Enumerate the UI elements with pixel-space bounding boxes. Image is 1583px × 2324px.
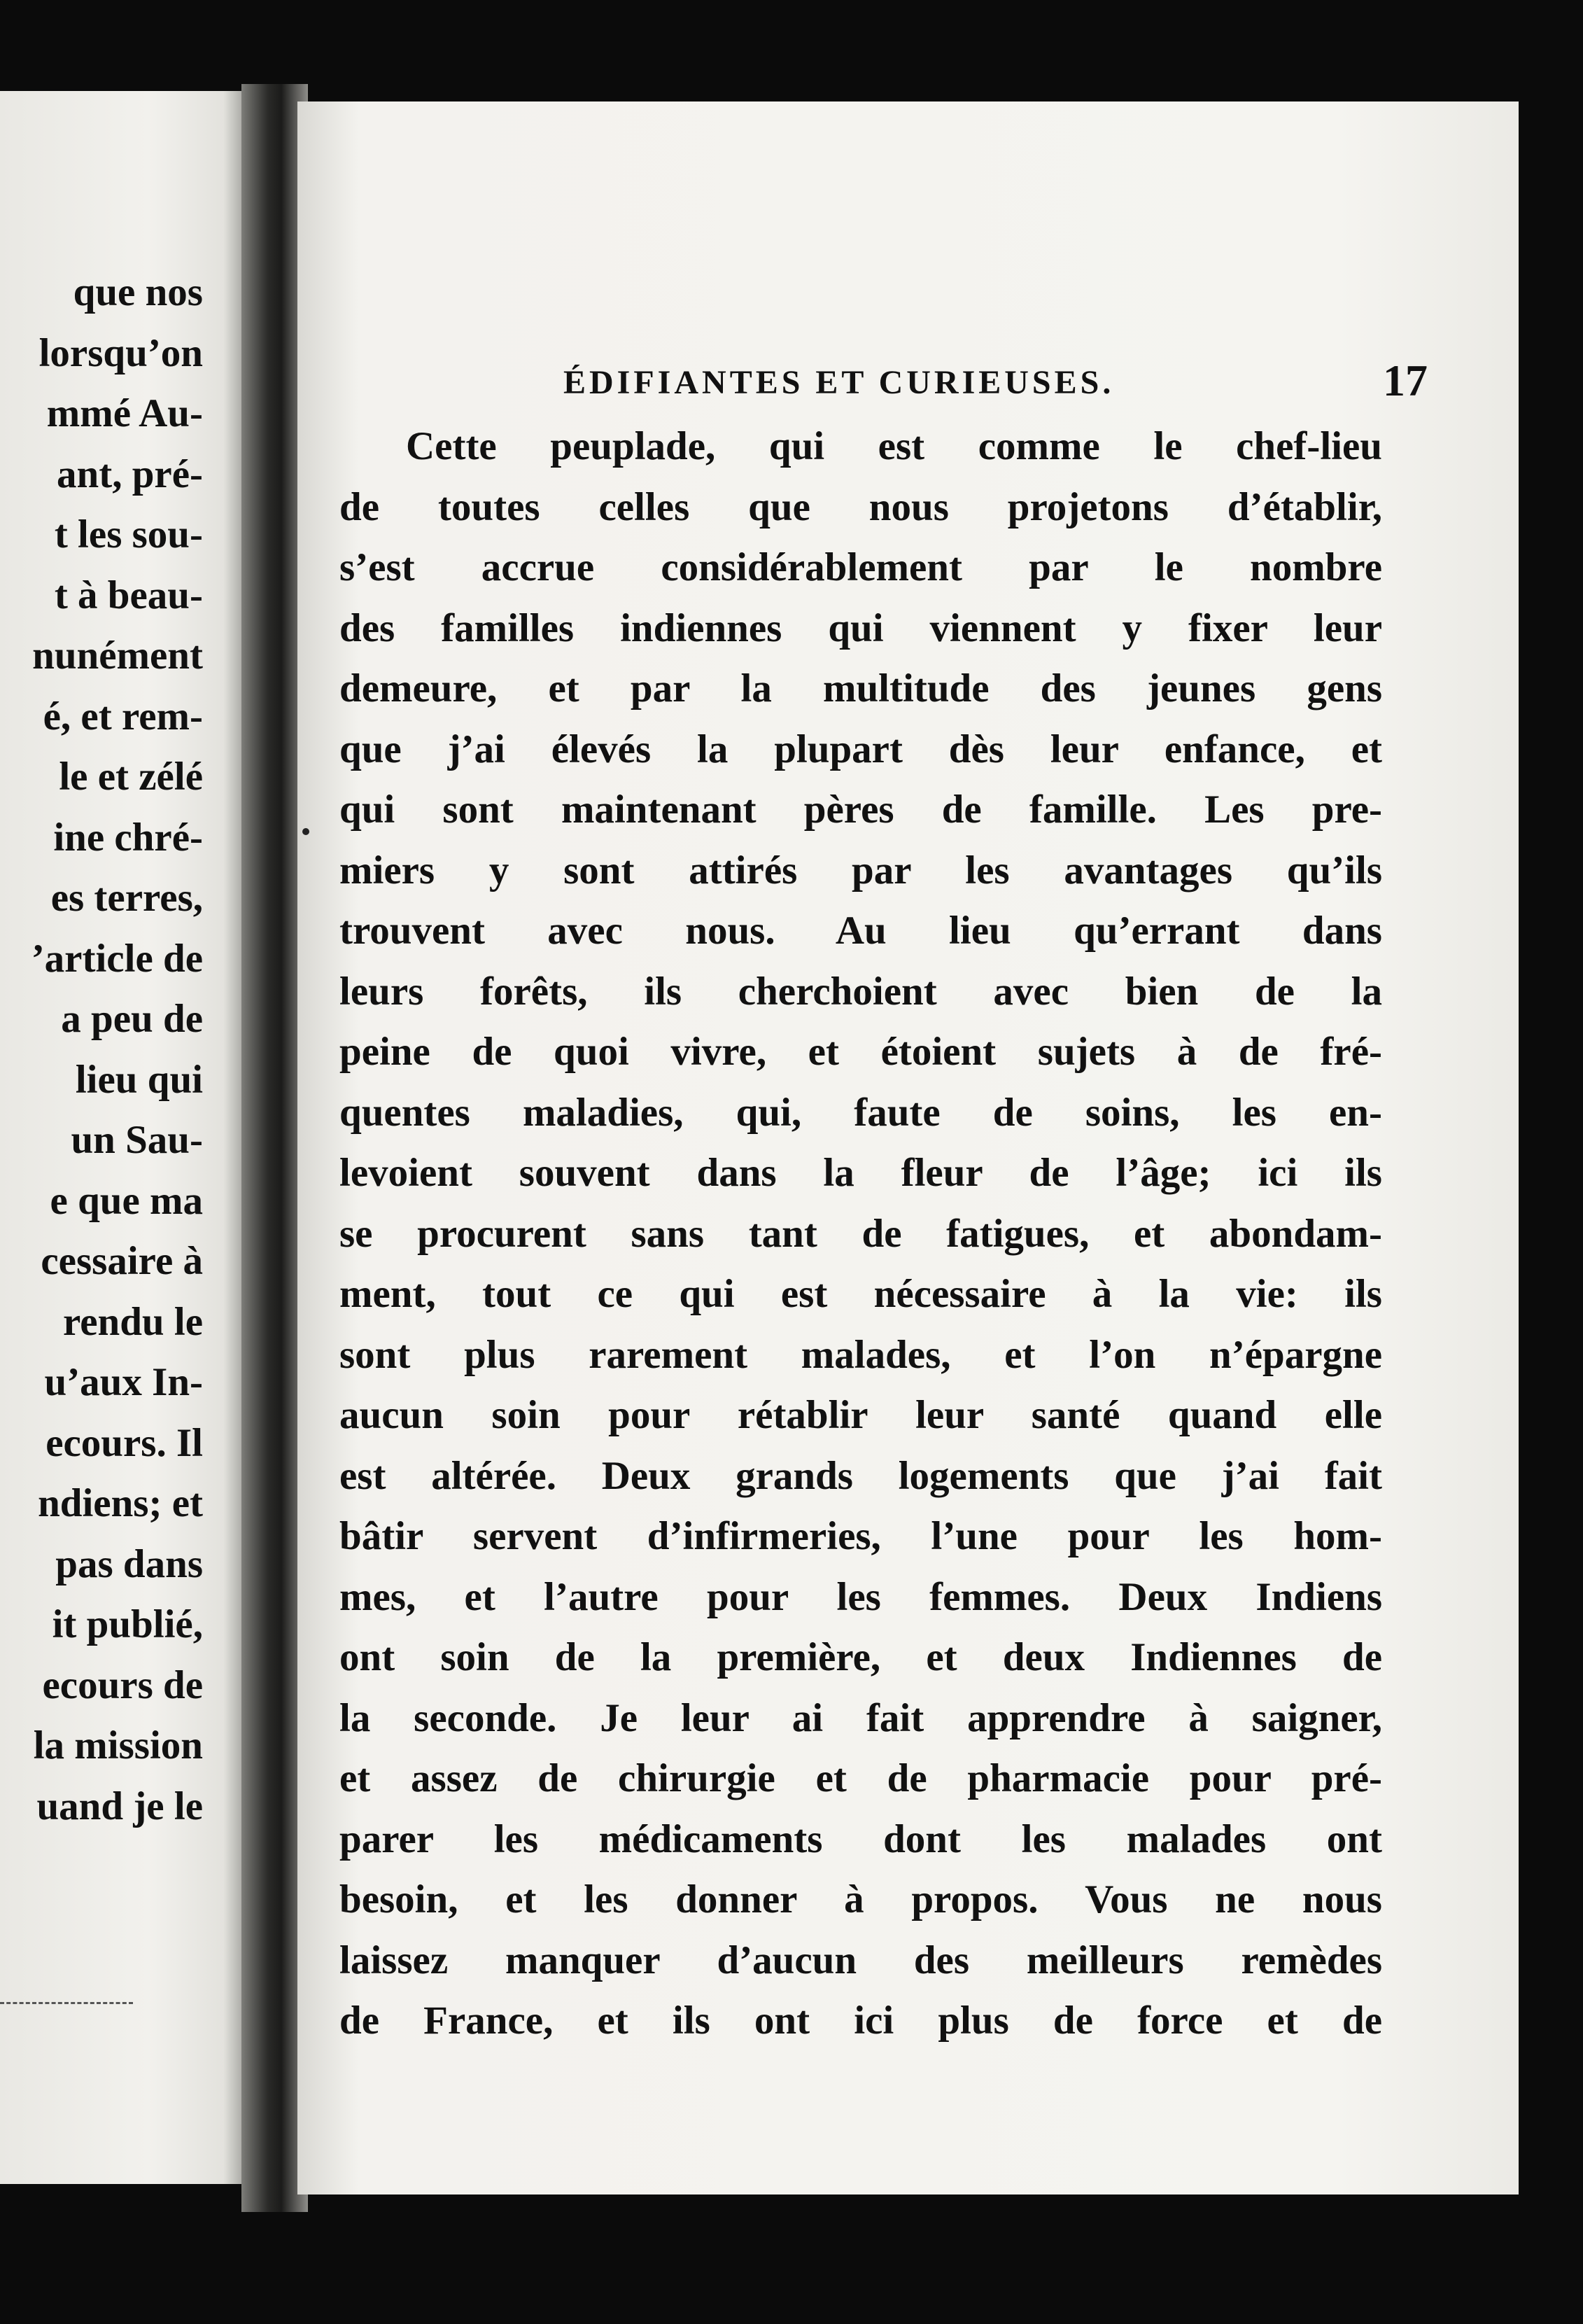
text-line: se procurent sans tant de fatigues, et abondam- — [339, 1211, 1382, 1256]
text-line: bâtir servent d’infirmeries, l’une pour les hom- — [339, 1514, 1382, 1558]
right-page — [297, 102, 1519, 2194]
left-line: cessaire à — [41, 1239, 203, 1283]
left-line: es terres, — [50, 876, 203, 920]
text-line: de France, et ils ont ici plus de force et de — [339, 1998, 1382, 2043]
left-line: un Sau- — [71, 1118, 203, 1162]
running-head — [563, 356, 1428, 405]
text-line: des familles indiennes qui viennent y fixer leur — [339, 606, 1382, 650]
text-line: aucun soin pour rétablir leur santé quand elle — [339, 1393, 1382, 1437]
left-line: ine chré- — [53, 815, 203, 860]
text-line: leurs forêts, ils cherchoient avec bien de la — [339, 969, 1382, 1014]
left-line: ecours de — [42, 1662, 203, 1707]
text-line: est altérée. Deux grands logements que j’ai fait — [339, 1453, 1382, 1498]
left-line: lorsqu’on — [38, 330, 203, 375]
left-line: mmé Au- — [46, 391, 203, 435]
left-page — [0, 91, 248, 2184]
left-line: e que ma — [50, 1178, 203, 1223]
text-line: miers y sont attirés par les avantages qu’ils — [339, 848, 1382, 892]
text-line: peine de quoi vivre, et étoient sujets à de fré- — [339, 1030, 1382, 1074]
left-line: pas dans — [55, 1541, 203, 1586]
text-line: quentes maladies, qui, faute de soins, les en- — [339, 1090, 1382, 1135]
left-page-text — [0, 262, 203, 1837]
left-line: ant, pré- — [57, 451, 203, 496]
text-line: ont soin de la première, et deux Indiennes de — [339, 1635, 1382, 1679]
text-line: et assez de chirurgie et de pharmacie pour pré- — [339, 1756, 1382, 1800]
left-line: é, et rem- — [43, 694, 203, 738]
body-text — [339, 416, 1382, 2052]
left-line: u’aux In- — [44, 1360, 203, 1404]
left-line: ndiens; et — [38, 1481, 203, 1525]
text-line: sont plus rarement malades, et l’on n’épargne — [339, 1332, 1382, 1377]
text-line: qui sont maintenant pères de famille. Les pre- — [339, 788, 1382, 832]
left-page-rule — [0, 2002, 133, 2004]
text-line: Cette peuplade, qui est comme le chef-lieu — [406, 424, 1382, 468]
left-line: nunément — [32, 634, 203, 678]
text-line: de toutes celles que nous projetons d’établir, — [339, 484, 1382, 529]
text-line: s’est accrue considérablement par le nombre — [339, 545, 1382, 589]
left-line: a peu de — [61, 997, 203, 1041]
ink-speck — [302, 828, 309, 835]
left-line: t les sou- — [54, 512, 203, 556]
text-line: parer les médicaments dont les malades ont — [339, 1816, 1382, 1861]
running-head-title: ÉDIFIANTES ET CURIEUSES. — [563, 364, 1115, 401]
text-line: mes, et l’autre pour les femmes. Deux Indiens — [339, 1574, 1382, 1619]
text-line: demeure, et par la multitude des jeunes gens — [339, 666, 1382, 710]
left-line: rendu le — [62, 1299, 203, 1344]
left-line: que nos — [73, 270, 203, 314]
text-line: ment, tout ce qui est nécessaire à la vie: ils — [339, 1272, 1382, 1316]
text-line: trouvent avec nous. Au lieu qu’errant dans — [339, 909, 1382, 953]
text-line: que j’ai élevés la plupart dès leur enfance, et — [339, 727, 1382, 771]
text-line: la seconde. Je leur ai fait apprendre à saigner, — [339, 1695, 1382, 1740]
text-line: laissez manquer d’aucun des meilleurs remèdes — [339, 1938, 1382, 1982]
left-line: ’article de — [31, 936, 203, 981]
left-line: ecours. Il — [45, 1420, 203, 1465]
text-line: besoin, et les donner à propos. Vous ne nous — [339, 1877, 1382, 1921]
left-line: it publié, — [52, 1602, 203, 1646]
left-line: la mission — [33, 1723, 203, 1768]
text-line: levoient souvent dans la fleur de l’âge; ici ils — [339, 1151, 1382, 1195]
page-number: 17 — [1383, 356, 1428, 405]
left-line: le et zélé — [59, 755, 203, 799]
left-line: t à beau- — [54, 573, 203, 617]
left-line: lieu qui — [75, 1057, 203, 1102]
left-line: uand je le — [36, 1784, 203, 1828]
